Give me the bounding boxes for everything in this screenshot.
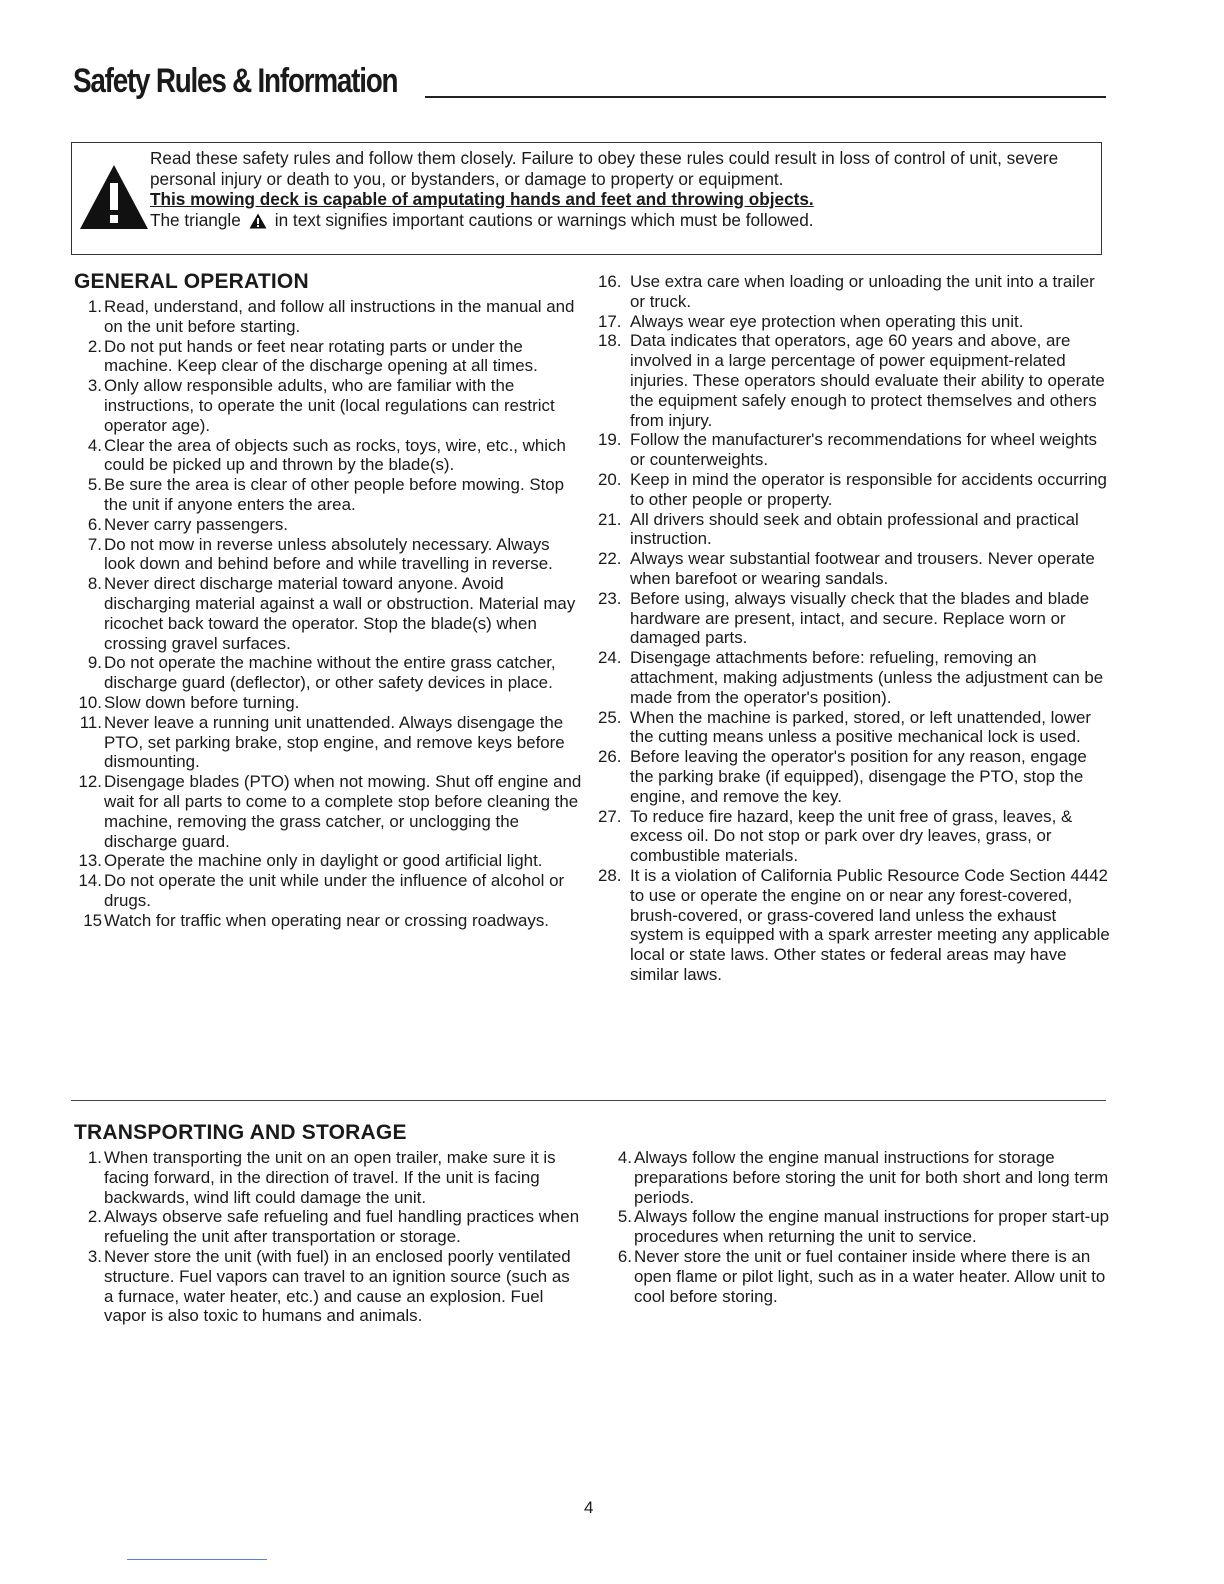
list-item [72,337,582,377]
item-number: 1. [87,1148,102,1167]
page-title: Safety Rules & Information [73,62,398,100]
item-number: 26. [598,747,622,767]
item-text: Before using, always visually check that the blades and blade hardware are present, intact, and secure. Replace worn or damaged parts. [630,588,1090,648]
item-text: Never store the unit (with fuel) in an enclosed poorly ventilated structure. Fuel vapors can travel to an ignition source (such as a furnace, water heater, etc.) and cause an explosion. Fuel vapor is also toxic to humans and animals. [104,1246,571,1326]
section-separator [71,1100,1106,1101]
footer-rule [127,1559,267,1560]
item-number: 1. [87,297,102,316]
item-text: Be sure the area is clear of other people before mowing. Stop the unit if anyone enters the area. [104,475,565,514]
list-item [72,1207,582,1247]
item-number: 2. [87,1207,102,1227]
general-left-column [72,297,582,931]
item-text: When the machine is parked, stored, or left unattended, lower the cutting means unless a positive mechanical lock is used. [630,707,1091,747]
item-text: Only allow responsible adults, who are familiar with the instructions, to operate the unit (local regulations can restrict operator age). [104,376,555,435]
item-text: Do not put hands or feet near rotating parts or under the machine. Keep clear of the discharge opening at all times. [104,336,538,376]
item-number: 5. [87,475,102,495]
item-number: 22. [598,549,622,569]
item-number: 15 [83,910,102,930]
item-text: To reduce fire hazard, keep the unit free of grass, leaves, & excess oil. Do not stop or park over dry leaves, grass, or combustible materials. [630,806,1073,866]
item-text: Clear the area of objects such as rocks, toys, wire, etc., which could be picked up and thrown by the blade(s). [104,435,566,475]
list-item [72,475,582,515]
triangle-note-pre: The triangle [150,209,241,230]
page-number: 4 [584,1498,594,1517]
item-text: Do not operate the machine without the entire grass catcher, discharge guard (deflector), or other safety devices in place. [104,653,556,693]
item-number: 23. [598,588,622,608]
list-item [598,807,1112,866]
list-item [72,693,582,713]
list-item [72,376,582,435]
item-text: Always wear substantial footwear and trousers. Never operate when barefoot or wearing sandals. [630,549,1095,588]
list-item [72,436,582,476]
item-number: 6. [617,1246,632,1266]
item-number: 18. [598,331,622,351]
transport-right-column [602,1148,1112,1306]
item-text: Disengage attachments before: refueling, removing an attachment, making adjustments (unless the adjustment can be made from the operator's position). [630,648,1104,707]
list-item [72,1148,582,1207]
item-number: 13. [78,851,102,871]
item-number: 3. [87,376,102,396]
item-text: Follow the manufacturer's recommendations for wheel weights or counterweights. [630,430,1097,470]
list-item [72,515,582,535]
item-text: Watch for traffic when operating near or crossing roadways. [104,910,549,930]
transport-left-column [72,1148,582,1326]
item-number: 4. [87,435,102,455]
list-item [72,297,582,337]
list-item [598,331,1112,430]
item-text: Never direct discharge material toward anyone. Avoid discharging material against a wall or obstruction. Material may ricochet back toward the operator. Stop the blade(s) when crossing gravel surfaces. [104,574,576,653]
title-rule [425,96,1106,98]
item-number: 7. [87,534,102,554]
item-text: Do not mow in reverse unless absolutely necessary. Always look down and behind before and while travelling in reverse. [104,534,553,574]
item-text: Before leaving the operator's position for any reason, engage the parking brake (if equipped), disengage the PTO, stop the engine, and remove the key. [630,747,1087,806]
list-item [72,574,582,653]
item-text: Always follow the engine manual instructions for proper start-up procedures when returning the unit to service. [634,1207,1110,1247]
item-text: All drivers should seek and obtain professional and practical instruction. [630,509,1079,549]
item-number: 3. [87,1246,102,1266]
list-item [72,772,582,851]
item-text: Always follow the engine manual instructions for storage preparations before storing the unit for both short and long term periods. [634,1148,1109,1207]
list-item [602,1207,1112,1247]
warning-triangle-icon [78,163,150,231]
general-right-column [598,272,1112,985]
item-text: Always observe safe refueling and fuel handling practices when refueling the unit after transportation or storage. [104,1207,580,1247]
item-text: It is a violation of California Public Resource Code Section 4442 to use or operate the engine on or near any forest-covered, brush-covered, or grass-covered land unless the exhaust system is equipped with a spark arrester meeting any applicable local or state laws. Other states or federal areas may have similar laws. [630,865,1110,984]
list-item [598,866,1112,985]
item-number: 10. [78,692,102,712]
transport-storage-heading: TRANSPORTING AND STORAGE [74,1121,407,1144]
list-item [602,1247,1112,1306]
item-number: 4. [617,1148,632,1167]
item-number: 24. [598,648,622,668]
item-number: 25. [598,707,622,727]
list-item [598,708,1112,748]
list-item [598,589,1112,648]
item-number: 27. [598,806,622,826]
list-item [598,312,1112,332]
list-item [72,535,582,575]
item-number: 14. [78,871,102,891]
item-text: When transporting the unit on an open trailer, make sure it is facing forward, in the direction of travel. If the unit is facing backwards, wind lift could damage the unit. [104,1148,556,1207]
item-text: Slow down before turning. [104,692,300,712]
list-item [598,272,1112,312]
item-number: 11. [79,712,102,732]
item-number: 20. [598,469,622,489]
item-text: Always wear eye protection when operating this unit. [630,311,1024,331]
list-item [598,549,1112,589]
list-item [598,747,1112,806]
list-item [598,470,1112,510]
list-item [598,430,1112,470]
list-item [72,911,582,931]
item-text: Data indicates that operators, age 60 years and above, are involved in a large percentage of power equipment-related injuries. These operators should evaluate their ability to operate the equipment safely enough to protect themselves and others from injury. [630,331,1105,430]
warning-text [150,148,1090,230]
item-text: Read, understand, and follow all instructions in the manual and on the unit before starting. [104,297,575,336]
list-item [72,851,582,871]
item-number: 17. [598,311,622,331]
list-item [72,1247,582,1326]
item-number: 28. [598,865,622,885]
item-number: 16. [598,272,622,291]
inline-warning-triangle-icon [249,213,267,229]
list-item [598,648,1112,707]
list-item [72,871,582,911]
item-number: 2. [87,336,102,356]
item-number: 12. [78,772,102,792]
triangle-note-post: in text signifies important cautions or warnings which must be followed. [274,209,814,230]
item-number: 6. [87,514,102,534]
general-operation-heading: GENERAL OPERATION [74,270,309,293]
item-number: 5. [617,1207,632,1227]
item-text: Keep in mind the operator is responsible for accidents occurring to other people or property. [630,469,1107,509]
item-text: Disengage blades (PTO) when not mowing. Shut off engine and wait for all parts to come to a complete stop before cleaning the machine, removing the grass catcher, or unclogging the discharge guard. [104,772,582,851]
item-number: 9. [87,653,102,673]
list-item [72,653,582,693]
triangle-note [150,210,1090,231]
danger-statement: This mowing deck is capable of amputating hands and feet and throwing objects. [150,189,814,209]
item-text: Never store the unit or fuel container inside where there is an open flame or pilot light, such as in a water heater. Allow unit to cool before storing. [634,1246,1106,1306]
item-text: Operate the machine only in daylight or good artificial light. [104,851,543,871]
list-item [602,1148,1112,1207]
item-number: 8. [87,574,102,594]
warning-paragraph: Read these safety rules and follow them closely. Failure to obey these rules could result in loss of control of unit, severe personal injury or death to you, or bystanders, or damage to property or equipment. [150,148,1059,189]
list-item [72,713,582,772]
item-text: Never leave a running unit unattended. Always disengage the PTO, set parking brake, stop engine, and remove keys before dismounting. [104,712,565,772]
item-text: Use extra care when loading or unloading the unit into a trailer or truck. [630,272,1095,311]
list-item [598,510,1112,550]
item-text: Never carry passengers. [104,514,288,534]
item-text: Do not operate the unit while under the influence of alcohol or drugs. [104,871,565,910]
item-number: 21. [598,509,622,529]
item-number: 19. [598,430,622,450]
